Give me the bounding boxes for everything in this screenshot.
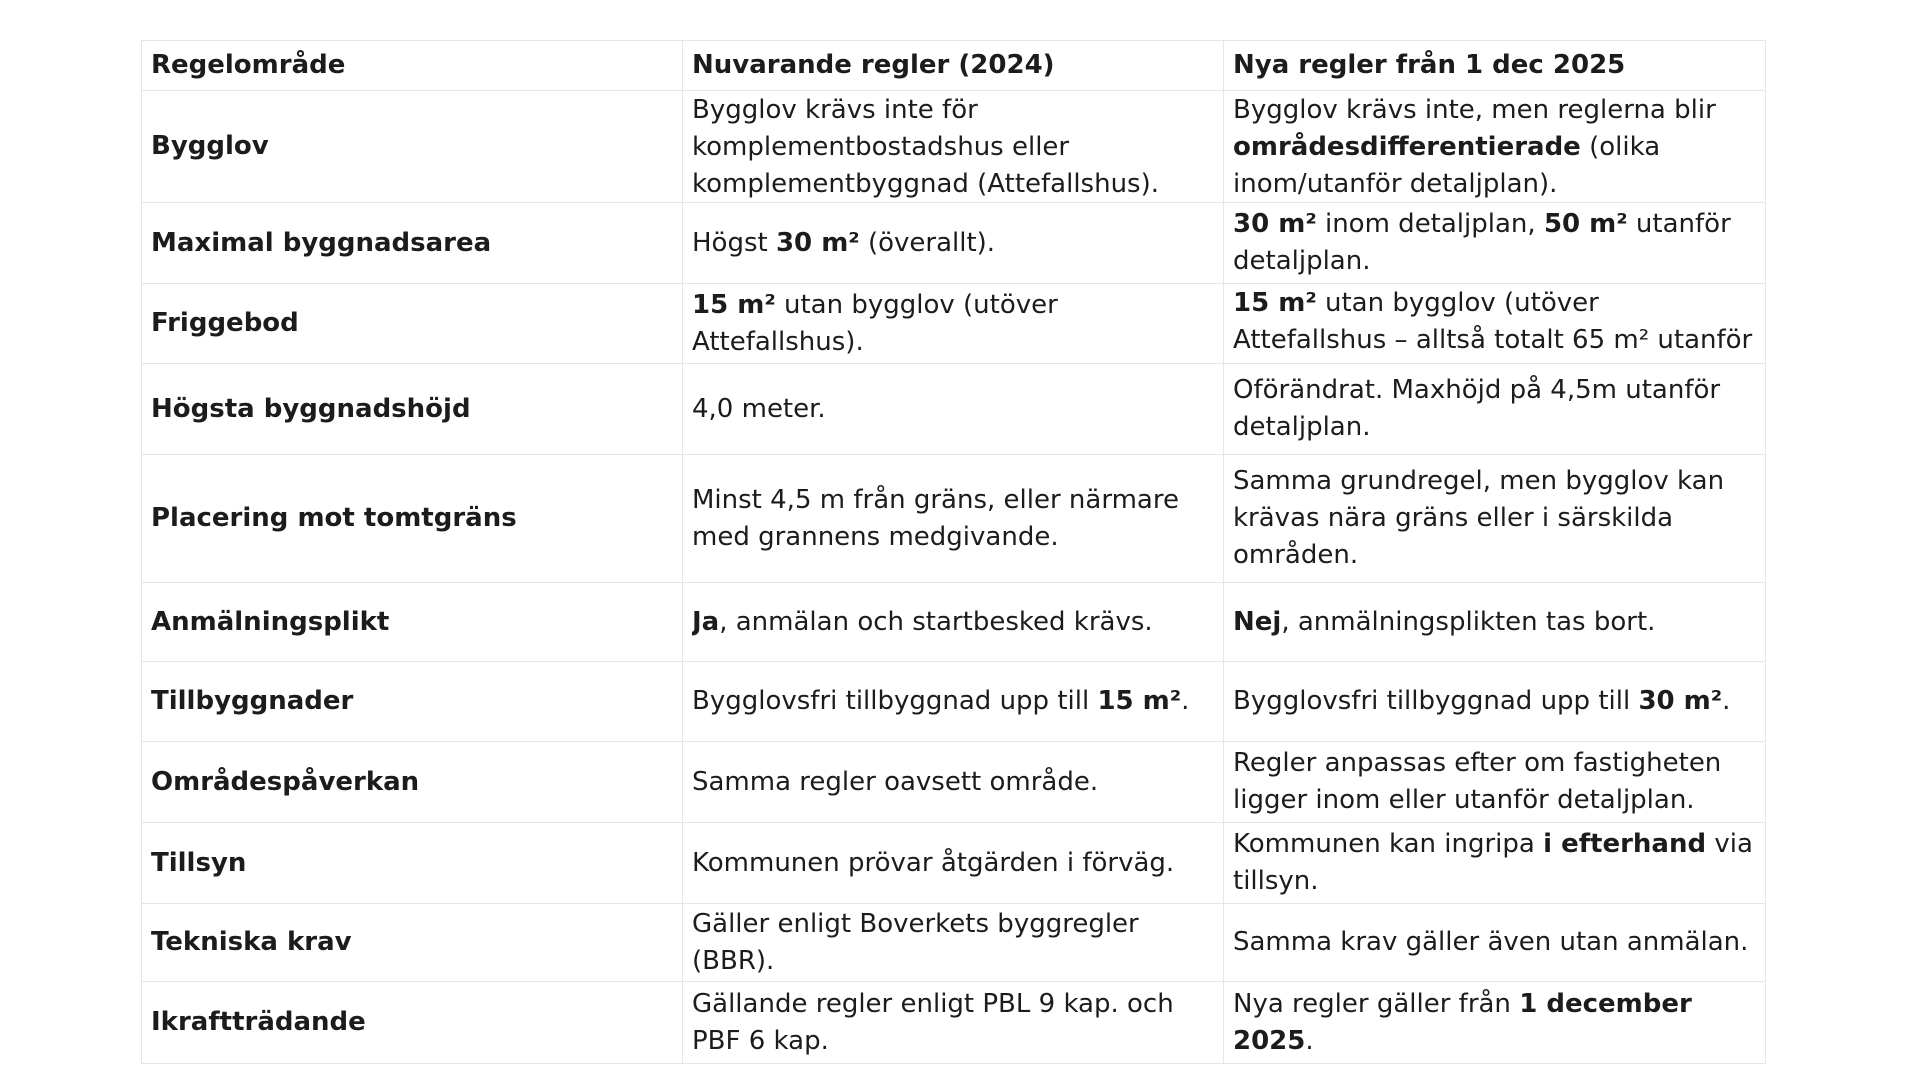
emphasis-text: i efterhand xyxy=(1543,829,1707,859)
new-rule-cell xyxy=(1224,91,1766,203)
cell-text xyxy=(692,764,1215,801)
cell-text xyxy=(1233,826,1757,900)
text-segment: Kommunen prövar åtgärden i förväg. xyxy=(692,847,1175,878)
text-segment: . xyxy=(1181,686,1190,716)
rule-area-cell: Friggebod xyxy=(142,284,683,364)
new-rule-cell xyxy=(1224,823,1766,904)
text-segment: Samma grundregel, men bygglov kan krävas nära gräns eller i särskilda områden. xyxy=(1233,466,1725,570)
text-segment: Nya regler gäller från xyxy=(1233,988,1520,1019)
rule-area-cell: Tillsyn xyxy=(142,823,683,904)
cell-text xyxy=(692,92,1215,202)
header-current-rules: Nuvarande regler (2024) xyxy=(683,41,1224,91)
current-rule-cell xyxy=(683,91,1224,203)
new-rule-cell xyxy=(1224,455,1766,583)
rule-area-cell: Anmälningsplikt xyxy=(142,583,683,662)
text-segment: utan bygglov (utöver Attefallshus – alltså totalt 65 m² utanför xyxy=(1233,287,1753,355)
text-segment: Bygglovsfri tillbyggnad upp till xyxy=(1233,686,1639,716)
new-rule-cell xyxy=(1224,364,1766,455)
cell-text xyxy=(692,391,1215,428)
cell-text xyxy=(692,287,1215,361)
current-rule-cell xyxy=(683,203,1224,284)
text-segment: Regler anpassas efter om fastigheten ligger inom eller utanför detaljplan. xyxy=(1233,748,1722,815)
cell-text xyxy=(692,986,1215,1060)
cell-text xyxy=(1233,463,1757,574)
current-rule-cell xyxy=(683,583,1224,662)
text-segment: via tillsyn. xyxy=(1233,829,1753,896)
table-row xyxy=(142,742,1766,823)
emphasis-text: 15 m² xyxy=(692,289,776,320)
current-rule-cell xyxy=(683,662,1224,742)
new-rule-cell xyxy=(1224,662,1766,742)
text-segment: , anmälan och startbesked krävs. xyxy=(719,606,1153,637)
table-row xyxy=(142,203,1766,284)
emphasis-text: 30 m² xyxy=(1638,686,1723,716)
rule-area-cell: Maximal byggnadsarea xyxy=(142,203,683,284)
table-header xyxy=(142,41,1766,91)
cell-text xyxy=(1233,372,1757,446)
emphasis-text: Ja xyxy=(692,606,720,637)
new-rule-cell xyxy=(1224,203,1766,284)
text-segment: . xyxy=(1722,686,1731,716)
emphasis-text: 30 m² xyxy=(775,227,860,258)
text-segment: . xyxy=(1305,1025,1314,1056)
text-segment: Gäller enligt Boverkets byggregler (BBR). xyxy=(692,908,1139,976)
rule-area-cell: Högsta byggnadshöjd xyxy=(142,364,683,455)
cell-text xyxy=(1233,92,1757,202)
cell-text xyxy=(1233,206,1757,280)
rules-comparison-table xyxy=(141,40,1766,1064)
emphasis-text: Nej xyxy=(1233,606,1282,637)
text-segment: Kommunen kan ingripa xyxy=(1233,829,1544,859)
cell-text xyxy=(1233,745,1757,819)
header-new-rules: Nya regler från 1 dec 2025 xyxy=(1224,41,1766,91)
table-row xyxy=(142,91,1766,203)
new-rule-cell xyxy=(1224,742,1766,823)
cell-text xyxy=(692,225,1215,262)
cell-text xyxy=(1233,683,1757,720)
emphasis-text: 1 december 2025 xyxy=(1233,988,1692,1056)
rule-area-cell: Tillbyggnader xyxy=(142,662,683,742)
current-rule-cell xyxy=(683,904,1224,982)
table-row xyxy=(142,455,1766,583)
cell-text xyxy=(692,845,1215,882)
table-row xyxy=(142,904,1766,982)
table-body xyxy=(142,91,1766,1064)
text-segment: Bygglov krävs inte, men reglerna blir xyxy=(1233,94,1716,125)
table-row xyxy=(142,662,1766,742)
current-rule-cell xyxy=(683,982,1224,1064)
current-rule-cell xyxy=(683,742,1224,823)
emphasis-text: 30 m² xyxy=(1233,209,1317,239)
current-rule-cell xyxy=(683,823,1224,904)
cell-text xyxy=(1233,285,1757,363)
table-row xyxy=(142,982,1766,1064)
header-rule-area: Regelområde xyxy=(142,41,683,91)
cell-text xyxy=(1233,604,1757,641)
table-row xyxy=(142,284,1766,364)
text-segment: Högst xyxy=(692,227,776,258)
text-segment: Gällande regler enligt PBL 9 kap. och PBF 6 kap. xyxy=(692,988,1174,1056)
emphasis-text: 15 m² xyxy=(1233,287,1317,318)
rule-area-cell: Bygglov xyxy=(142,91,683,203)
text-segment: utanför detaljplan. xyxy=(1233,209,1731,276)
new-rule-cell xyxy=(1224,904,1766,982)
emphasis-text: 50 m² xyxy=(1543,209,1628,239)
current-rule-cell xyxy=(683,455,1224,583)
rule-area-cell: Ikraftträdande xyxy=(142,982,683,1064)
current-rule-cell xyxy=(683,284,1224,364)
cell-text xyxy=(692,906,1215,980)
text-segment: , anmälningsplikten tas bort. xyxy=(1281,606,1656,637)
header-row xyxy=(142,41,1766,91)
cell-text xyxy=(692,482,1215,556)
new-rule-cell xyxy=(1224,284,1766,364)
text-segment: Samma krav gäller även utan anmälan. xyxy=(1233,927,1749,957)
cell-text xyxy=(1233,986,1757,1060)
text-segment: (överallt). xyxy=(859,227,996,258)
rule-area-cell: Tekniska krav xyxy=(142,904,683,982)
rule-area-cell: Placering mot tomtgräns xyxy=(142,455,683,583)
new-rule-cell xyxy=(1224,583,1766,662)
text-segment: (olika inom/utanför detaljplan). xyxy=(1233,131,1661,199)
text-segment: 4,0 meter. xyxy=(692,393,826,424)
text-segment: Samma regler oavsett område. xyxy=(692,766,1099,797)
text-segment: Minst 4,5 m från gräns, eller närmare med grannens medgivande. xyxy=(692,484,1179,552)
table-row xyxy=(142,583,1766,662)
emphasis-text: områdesdifferentierade xyxy=(1233,131,1581,162)
text-segment: Bygglov krävs inte för komplementbostadshus eller komplementbyggnad (Attefallshus). xyxy=(692,94,1160,199)
cell-text xyxy=(692,683,1215,720)
table-row xyxy=(142,364,1766,455)
text-segment: inom detaljplan, xyxy=(1316,209,1544,239)
emphasis-text: 15 m² xyxy=(1097,686,1182,716)
text-segment: utan bygglov (utöver Attefallshus). xyxy=(692,289,1058,357)
text-segment: Bygglovsfri tillbyggnad upp till xyxy=(692,686,1098,716)
table-row xyxy=(142,823,1766,904)
text-segment: Oförändrat. Maxhöjd på 4,5m utanför detaljplan. xyxy=(1233,375,1721,442)
cell-text xyxy=(692,604,1215,641)
cell-text xyxy=(1233,924,1757,961)
new-rule-cell xyxy=(1224,982,1766,1064)
current-rule-cell xyxy=(683,364,1224,455)
rule-area-cell: Områdespåverkan xyxy=(142,742,683,823)
